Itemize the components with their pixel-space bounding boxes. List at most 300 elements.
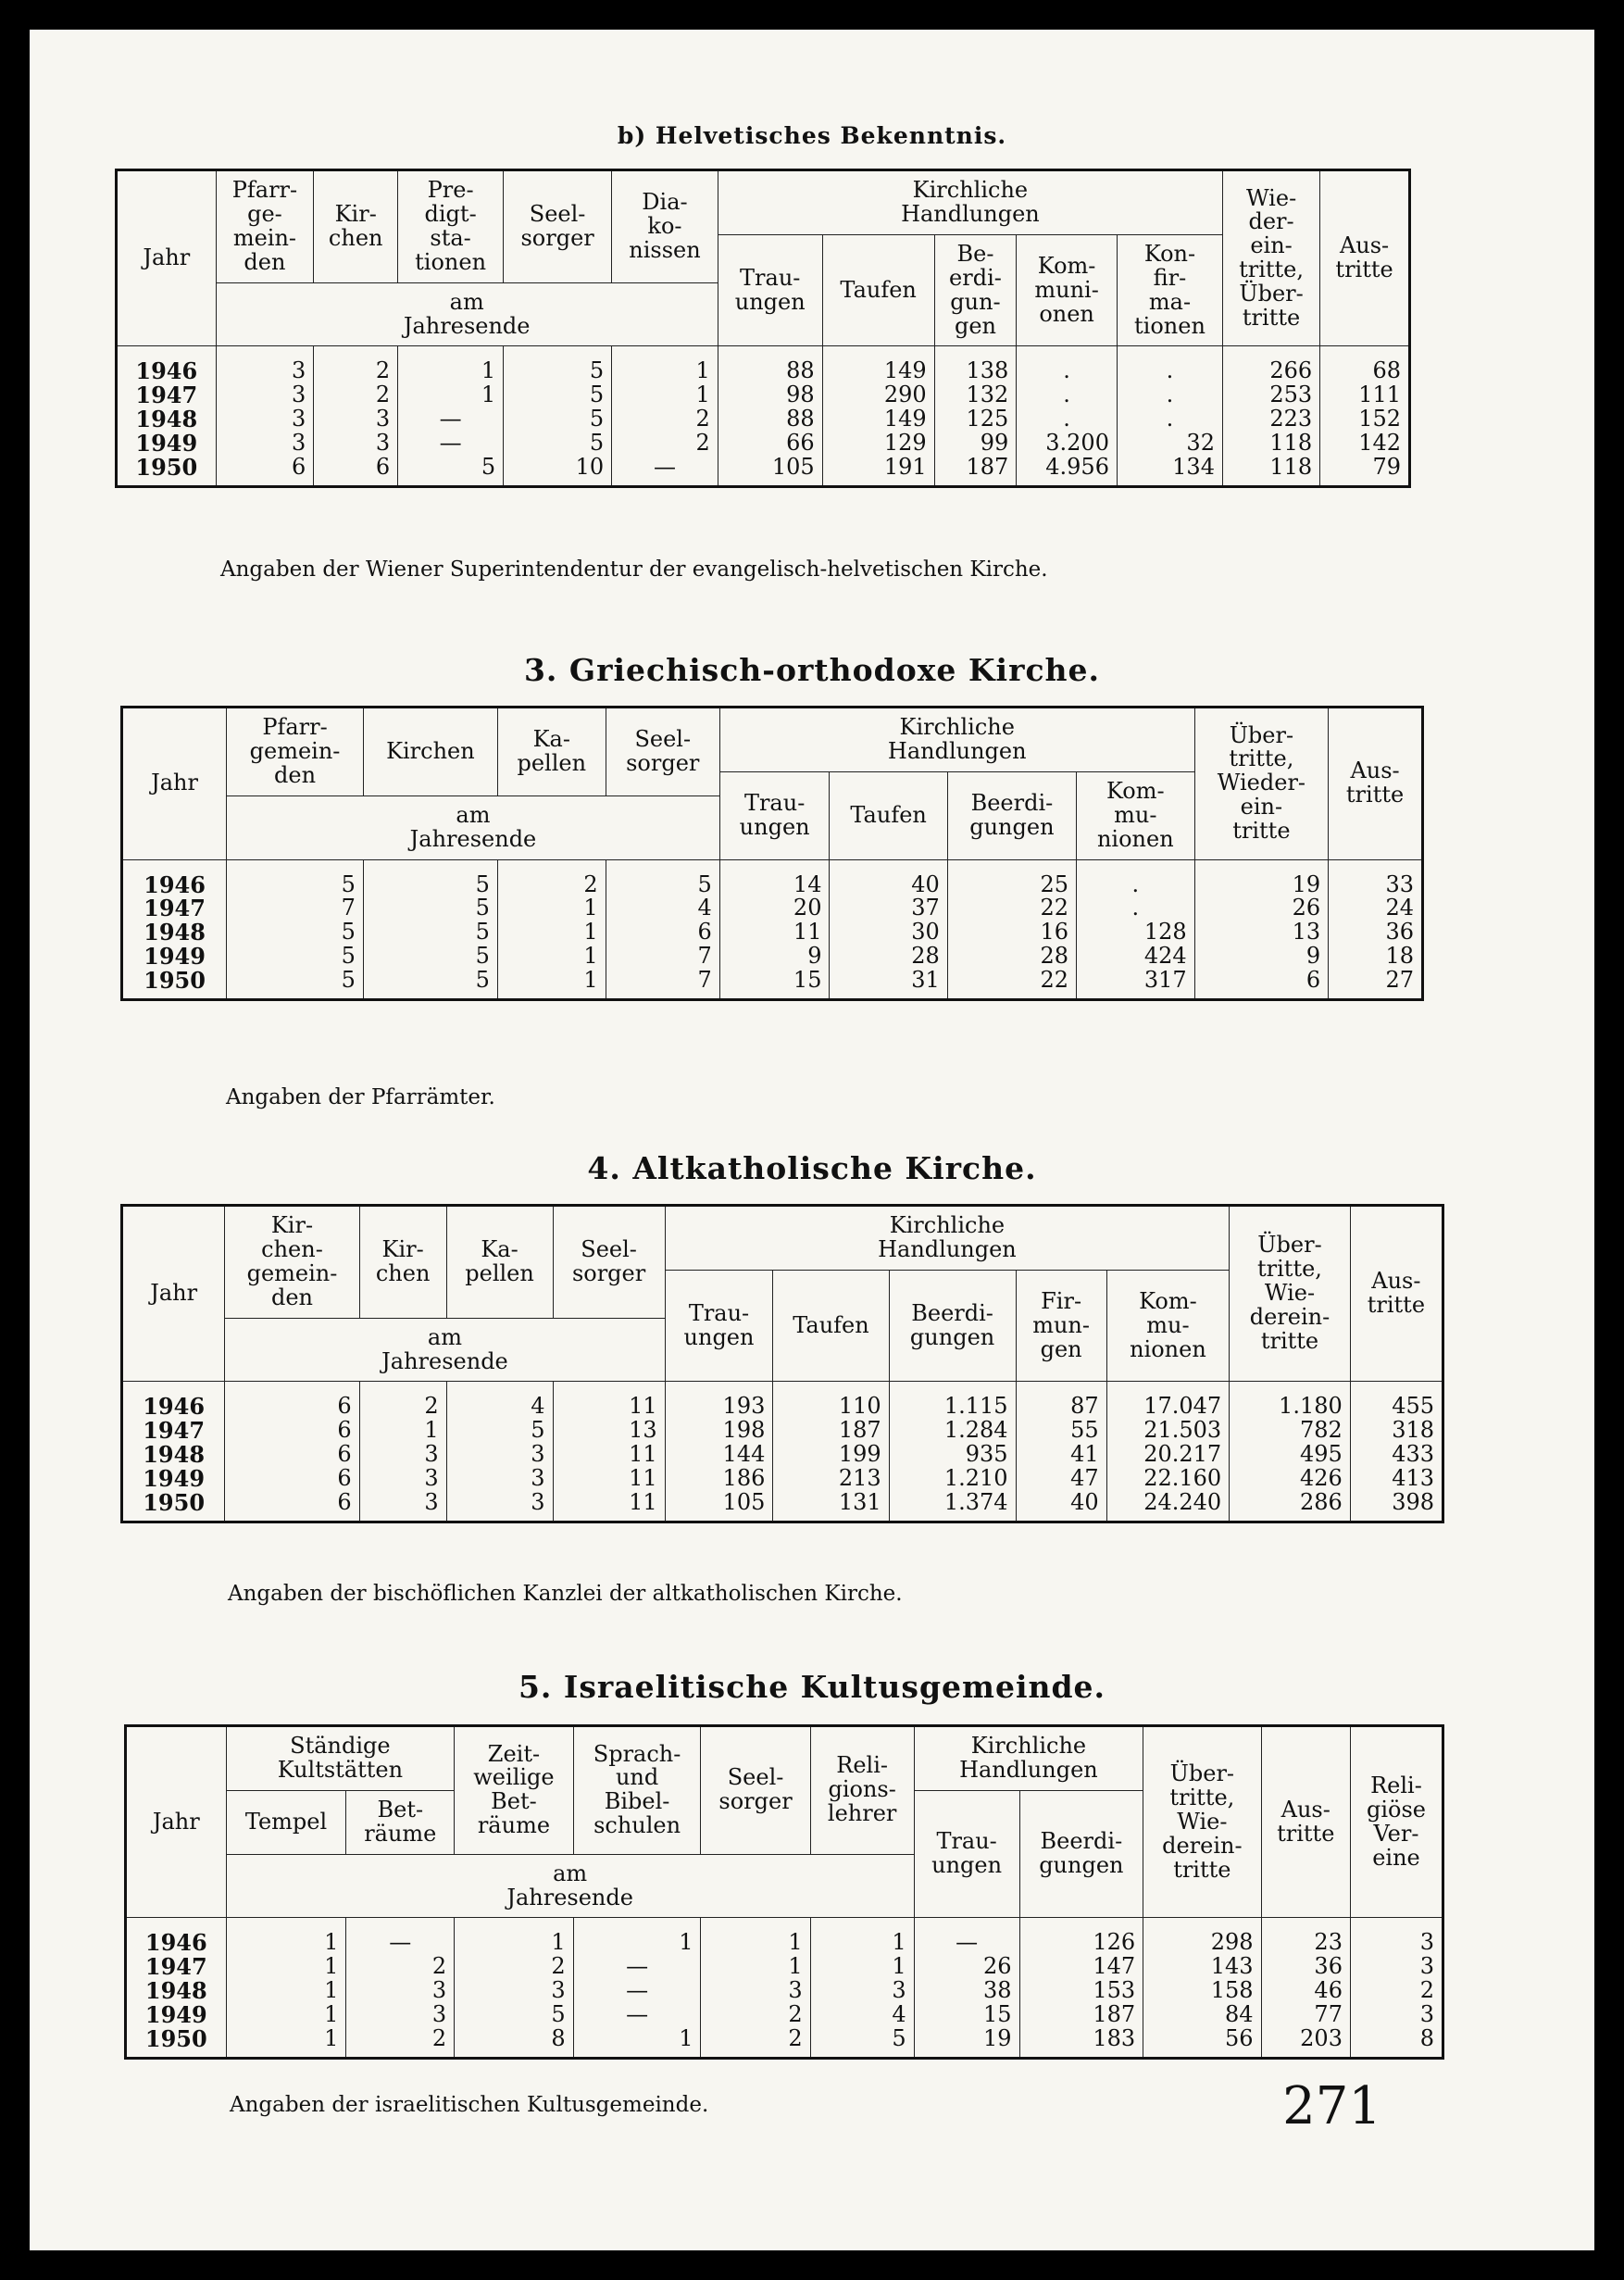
row-year: 1949 bbox=[144, 943, 206, 971]
hdr-kult: Ständige Kultstätten bbox=[226, 1726, 455, 1791]
hdr-jahr: Jahr bbox=[152, 1808, 200, 1835]
cell: 1 bbox=[226, 1979, 346, 2003]
cell: 2 bbox=[314, 346, 398, 383]
cell: 118 bbox=[1222, 432, 1319, 456]
cell: . bbox=[1076, 859, 1194, 896]
cell: 149 bbox=[822, 346, 934, 383]
cell: 98 bbox=[718, 383, 822, 407]
hdr-trau: Trau- ungen bbox=[914, 1790, 1019, 1918]
cell: 2 bbox=[701, 2003, 810, 2027]
cell: 3 bbox=[314, 407, 398, 432]
hdr-aus: Aus- tritte bbox=[1320, 170, 1410, 346]
hdr-dia: Dia- ko- nissen bbox=[612, 170, 718, 283]
cell: 28 bbox=[830, 945, 947, 969]
cell: 1 bbox=[497, 921, 606, 945]
cell: 36 bbox=[1261, 1955, 1350, 1979]
cell: — bbox=[398, 432, 504, 456]
cell: 2 bbox=[612, 407, 718, 432]
cell: 25 bbox=[947, 859, 1076, 896]
cell: 105 bbox=[718, 456, 822, 486]
cell: 40 bbox=[830, 859, 947, 896]
cell: 3 bbox=[359, 1443, 446, 1467]
cell: 142 bbox=[1320, 432, 1410, 456]
cell: 99 bbox=[934, 432, 1017, 456]
cell: 111 bbox=[1320, 383, 1410, 407]
isr-note: Angaben der israelitischen Kultusgemeinde. bbox=[230, 2093, 709, 2117]
cell: 5 bbox=[363, 969, 497, 999]
cell: 26 bbox=[914, 1955, 1019, 1979]
cell: 2 bbox=[701, 2027, 810, 2058]
cell: 2 bbox=[359, 1382, 446, 1419]
cell: 3 bbox=[314, 432, 398, 456]
hdr-kap: Ka- pellen bbox=[446, 1206, 553, 1319]
hdr-bet: Bet- räume bbox=[346, 1790, 455, 1854]
hdr-konf: Kon- fir- ma- tionen bbox=[1117, 234, 1222, 346]
cell: 40 bbox=[1016, 1491, 1106, 1522]
table-row bbox=[126, 1918, 1443, 1955]
hdr-pfarr: Pfarr- ge- mein- den bbox=[216, 170, 314, 283]
cell: 41 bbox=[1016, 1443, 1106, 1467]
cell: 31 bbox=[830, 969, 947, 999]
cell: 11 bbox=[553, 1443, 665, 1467]
cell: 5 bbox=[504, 346, 612, 383]
cell: 7 bbox=[606, 969, 719, 999]
hdr-trau: Trau- ungen bbox=[719, 771, 830, 859]
helv-title: b) Helvetisches Bekenntnis. bbox=[617, 122, 1007, 149]
cell: 87 bbox=[1016, 1382, 1106, 1419]
cell: 186 bbox=[665, 1467, 773, 1491]
table-row bbox=[117, 383, 1410, 407]
cell: 203 bbox=[1261, 2027, 1350, 2058]
griech-title: 3. Griechisch-orthodoxe Kirche. bbox=[523, 652, 1101, 688]
cell: 28 bbox=[947, 945, 1076, 969]
hdr-zeit: Zeit- weilige Bet- räume bbox=[455, 1726, 574, 1855]
cell: 5 bbox=[446, 1419, 553, 1443]
cell: 187 bbox=[773, 1419, 889, 1443]
cell: 2 bbox=[455, 1955, 574, 1979]
cell: 5 bbox=[227, 859, 364, 896]
row-year: 1947 bbox=[135, 382, 198, 409]
cell: 3 bbox=[1350, 1918, 1443, 1955]
cell: 495 bbox=[1230, 1443, 1351, 1467]
hdr-sprach: Sprach- und Bibel- schulen bbox=[573, 1726, 701, 1855]
hdr-komm: Kom- muni- onen bbox=[1017, 234, 1118, 346]
cell: 3 bbox=[216, 407, 314, 432]
hdr-beerd: Beerdi- gungen bbox=[947, 771, 1076, 859]
cell: 318 bbox=[1350, 1419, 1443, 1443]
hdr-beerd: Beerdi- gungen bbox=[1019, 1790, 1143, 1918]
table-row bbox=[117, 346, 1410, 383]
hdr-kh: Kirchliche Handlungen bbox=[914, 1726, 1143, 1791]
isr-title: 5. Israelitische Kultusgemeinde. bbox=[518, 1669, 1106, 1705]
cell: 3 bbox=[216, 432, 314, 456]
cell: — bbox=[573, 1955, 701, 1979]
row-year: 1946 bbox=[143, 1393, 206, 1421]
hdr-seel: Seel- sorger bbox=[504, 170, 612, 283]
cell: 11 bbox=[553, 1491, 665, 1522]
row-year: 1946 bbox=[144, 871, 206, 898]
cell: 1 bbox=[810, 1955, 914, 1979]
cell: 266 bbox=[1222, 346, 1319, 383]
cell: 16 bbox=[947, 921, 1076, 945]
cell: 20 bbox=[719, 896, 830, 921]
table-row bbox=[122, 1491, 1443, 1522]
page bbox=[30, 30, 1594, 2250]
cell: 935 bbox=[889, 1443, 1016, 1467]
cell: 298 bbox=[1143, 1918, 1261, 1955]
hdr-ueber: Über- tritte, Wie- derein- tritte bbox=[1230, 1206, 1351, 1382]
cell: 149 bbox=[822, 407, 934, 432]
cell: 147 bbox=[1019, 1955, 1143, 1979]
table-row bbox=[122, 1443, 1443, 1467]
cell: 3 bbox=[346, 2003, 455, 2027]
hdr-tempel: Tempel bbox=[226, 1790, 346, 1854]
cell: 286 bbox=[1230, 1491, 1351, 1522]
cell: 88 bbox=[718, 407, 822, 432]
cell: 5 bbox=[363, 921, 497, 945]
table-row bbox=[126, 1979, 1443, 2003]
row-year: 1949 bbox=[135, 430, 198, 457]
cell: 66 bbox=[718, 432, 822, 456]
cell: . bbox=[1017, 407, 1118, 432]
cell: 1.210 bbox=[889, 1467, 1016, 1491]
cell: 187 bbox=[1019, 2003, 1143, 2027]
row-year: 1948 bbox=[144, 919, 206, 946]
cell: 455 bbox=[1350, 1382, 1443, 1419]
cell: 126 bbox=[1019, 1918, 1143, 1955]
cell: 2 bbox=[314, 383, 398, 407]
cell: — bbox=[612, 456, 718, 486]
cell: 183 bbox=[1019, 2027, 1143, 2058]
row-year: 1948 bbox=[135, 406, 198, 433]
cell: 129 bbox=[822, 432, 934, 456]
cell: 19 bbox=[914, 2027, 1019, 2058]
hdr-taufen: Taufen bbox=[822, 234, 934, 346]
hdr-ueber: Über- tritte, Wieder- ein- tritte bbox=[1194, 708, 1328, 860]
cell: 193 bbox=[665, 1382, 773, 1419]
cell: 3 bbox=[446, 1491, 553, 1522]
table-row bbox=[117, 407, 1410, 432]
cell: 1 bbox=[497, 969, 606, 999]
cell: 398 bbox=[1350, 1491, 1443, 1522]
cell: 138 bbox=[934, 346, 1017, 383]
cell: 30 bbox=[830, 921, 947, 945]
cell: 3 bbox=[1350, 2003, 1443, 2027]
cell: 1 bbox=[573, 2027, 701, 2058]
cell: 17.047 bbox=[1106, 1382, 1230, 1419]
cell: 21.503 bbox=[1106, 1419, 1230, 1443]
cell: 20.217 bbox=[1106, 1443, 1230, 1467]
cell: 223 bbox=[1222, 407, 1319, 432]
cell: 1 bbox=[810, 1918, 914, 1955]
hdr-jahr: Jahr bbox=[151, 770, 198, 796]
hdr-kh: Kirchliche Handlungen bbox=[718, 170, 1222, 235]
cell: 6 bbox=[225, 1419, 359, 1443]
cell: 3 bbox=[346, 1979, 455, 2003]
hdr-kir: Kirchen bbox=[363, 708, 497, 796]
cell: 6 bbox=[606, 921, 719, 945]
cell: . bbox=[1076, 896, 1194, 921]
table-row bbox=[122, 1419, 1443, 1443]
cell: 11 bbox=[553, 1467, 665, 1491]
cell: 1 bbox=[701, 1955, 810, 1979]
hdr-seel: Seel- sorger bbox=[701, 1726, 810, 1855]
table-row bbox=[122, 969, 1423, 999]
hdr-seel: Seel- sorger bbox=[553, 1206, 665, 1319]
cell: . bbox=[1017, 383, 1118, 407]
cell: 1 bbox=[226, 1955, 346, 1979]
helv-note: Angaben der Wiener Superintendentur der evangelisch-helvetischen Kirche. bbox=[220, 557, 1048, 582]
cell: 1.115 bbox=[889, 1382, 1016, 1419]
cell: 1.284 bbox=[889, 1419, 1016, 1443]
hdr-ueber: Über- tritte, Wie- derein- tritte bbox=[1143, 1726, 1261, 1918]
hdr-seel: Seel- sorger bbox=[606, 708, 719, 796]
cell: 8 bbox=[1350, 2027, 1443, 2058]
cell: 22 bbox=[947, 969, 1076, 999]
cell: 253 bbox=[1222, 383, 1319, 407]
cell: 1 bbox=[398, 383, 504, 407]
cell: 13 bbox=[553, 1419, 665, 1443]
cell: 84 bbox=[1143, 2003, 1261, 2027]
cell: 46 bbox=[1261, 1979, 1350, 2003]
hdr-aus: Aus- tritte bbox=[1329, 708, 1423, 860]
cell: 79 bbox=[1320, 456, 1410, 486]
row-year: 1948 bbox=[144, 1977, 207, 2005]
cell: 26 bbox=[1194, 896, 1328, 921]
cell: 3 bbox=[1350, 1955, 1443, 1979]
isr-table bbox=[124, 1724, 1444, 2060]
cell: 2 bbox=[497, 859, 606, 896]
hdr-ajahr: am Jahresende bbox=[216, 282, 718, 346]
cell: 47 bbox=[1016, 1467, 1106, 1491]
hdr-kirch: Kir- chen- gemein- den bbox=[225, 1206, 359, 1319]
cell: 3 bbox=[446, 1467, 553, 1491]
cell: 5 bbox=[504, 383, 612, 407]
hdr-pre: Pre- digt- sta- tionen bbox=[398, 170, 504, 283]
table-row bbox=[126, 2003, 1443, 2027]
cell: 5 bbox=[363, 896, 497, 921]
cell: 2 bbox=[1350, 1979, 1443, 2003]
cell: 24 bbox=[1329, 896, 1423, 921]
hdr-trau: Trau- ungen bbox=[665, 1270, 773, 1382]
hdr-trau: Trau- ungen bbox=[718, 234, 822, 346]
cell: 433 bbox=[1350, 1443, 1443, 1467]
table-row bbox=[126, 1955, 1443, 1979]
cell: 1.374 bbox=[889, 1491, 1016, 1522]
hdr-jahr: Jahr bbox=[143, 244, 191, 271]
cell: 68 bbox=[1320, 346, 1410, 383]
table-row bbox=[122, 896, 1423, 921]
cell: 5 bbox=[606, 859, 719, 896]
hdr-pfarr: Pfarr- gemein- den bbox=[227, 708, 364, 796]
row-year: 1950 bbox=[144, 967, 206, 995]
cell: — bbox=[346, 1918, 455, 1955]
cell: 32 bbox=[1117, 432, 1222, 456]
hdr-beerd: Be- erdi- gun- gen bbox=[934, 234, 1017, 346]
cell: 5 bbox=[455, 2003, 574, 2027]
cell: 4 bbox=[446, 1382, 553, 1419]
cell: 3 bbox=[359, 1491, 446, 1522]
row-year: 1946 bbox=[135, 357, 198, 385]
cell: 290 bbox=[822, 383, 934, 407]
cell: 3 bbox=[446, 1443, 553, 1467]
table-row bbox=[122, 921, 1423, 945]
hdr-firm: Fir- mun- gen bbox=[1016, 1270, 1106, 1382]
cell: 118 bbox=[1222, 456, 1319, 486]
cell: 1 bbox=[226, 2027, 346, 2058]
cell: 33 bbox=[1329, 859, 1423, 896]
cell: 128 bbox=[1076, 921, 1194, 945]
table-row bbox=[117, 432, 1410, 456]
cell: 55 bbox=[1016, 1419, 1106, 1443]
cell: 11 bbox=[553, 1382, 665, 1419]
cell: 9 bbox=[1194, 945, 1328, 969]
hdr-beerd: Beerdi- gungen bbox=[889, 1270, 1016, 1382]
cell: 125 bbox=[934, 407, 1017, 432]
griech-table bbox=[120, 706, 1424, 1001]
cell: 37 bbox=[830, 896, 947, 921]
hdr-verein: Reli- giöse Ver- eine bbox=[1350, 1726, 1443, 1918]
cell: 3 bbox=[216, 383, 314, 407]
cell: 5 bbox=[227, 921, 364, 945]
cell: . bbox=[1117, 346, 1222, 383]
altkath-table bbox=[120, 1204, 1444, 1523]
cell: 413 bbox=[1350, 1467, 1443, 1491]
cell: 2 bbox=[346, 2027, 455, 2058]
cell: 19 bbox=[1194, 859, 1328, 896]
cell: — bbox=[398, 407, 504, 432]
cell: 38 bbox=[914, 1979, 1019, 2003]
cell: 426 bbox=[1230, 1467, 1351, 1491]
cell: 77 bbox=[1261, 2003, 1350, 2027]
hdr-jahr: Jahr bbox=[150, 1280, 198, 1307]
cell: 6 bbox=[314, 456, 398, 486]
table-row bbox=[122, 859, 1423, 896]
cell: 6 bbox=[225, 1467, 359, 1491]
cell: 4 bbox=[606, 896, 719, 921]
cell: 105 bbox=[665, 1491, 773, 1522]
cell: 3 bbox=[359, 1467, 446, 1491]
cell: 1 bbox=[497, 945, 606, 969]
cell: 153 bbox=[1019, 1979, 1143, 2003]
cell: 132 bbox=[934, 383, 1017, 407]
cell: 8 bbox=[455, 2027, 574, 2058]
cell: 1 bbox=[398, 346, 504, 383]
cell: 5 bbox=[363, 945, 497, 969]
cell: 1 bbox=[359, 1419, 446, 1443]
cell: 23 bbox=[1261, 1918, 1350, 1955]
hdr-kir: Kir- chen bbox=[314, 170, 398, 283]
cell: 1 bbox=[612, 383, 718, 407]
hdr-ajahr: am Jahresende bbox=[227, 795, 720, 859]
cell: 15 bbox=[914, 2003, 1019, 2027]
table-row bbox=[122, 1467, 1443, 1491]
cell: 6 bbox=[216, 456, 314, 486]
table-row bbox=[122, 945, 1423, 969]
row-year: 1950 bbox=[135, 454, 198, 482]
cell: 187 bbox=[934, 456, 1017, 486]
row-year: 1947 bbox=[144, 1953, 207, 1981]
cell: 424 bbox=[1076, 945, 1194, 969]
hdr-komm: Kom- mu- nionen bbox=[1106, 1270, 1230, 1382]
cell: 10 bbox=[504, 456, 612, 486]
helv-table bbox=[115, 169, 1411, 488]
cell: 1 bbox=[455, 1918, 574, 1955]
cell: 36 bbox=[1329, 921, 1423, 945]
hdr-kh: Kirchliche Handlungen bbox=[719, 708, 1194, 772]
hdr-komm: Kom- mu- nionen bbox=[1076, 771, 1194, 859]
table-row bbox=[117, 456, 1410, 486]
hdr-reli: Reli- gions- lehrer bbox=[810, 1726, 914, 1855]
hdr-kap: Ka- pellen bbox=[497, 708, 606, 796]
table-row bbox=[126, 2027, 1443, 2058]
cell: 24.240 bbox=[1106, 1491, 1230, 1522]
cell: 782 bbox=[1230, 1419, 1351, 1443]
cell: 2 bbox=[612, 432, 718, 456]
cell: 1 bbox=[497, 896, 606, 921]
cell: 22.160 bbox=[1106, 1467, 1230, 1491]
altkath-note: Angaben der bischöflichen Kanzlei der altkatholischen Kirche. bbox=[228, 1582, 903, 1606]
hdr-taufen: Taufen bbox=[830, 771, 947, 859]
table-row bbox=[122, 1382, 1443, 1419]
cell: 6 bbox=[225, 1491, 359, 1522]
cell: 3 bbox=[455, 1979, 574, 2003]
page-number: 271 bbox=[1282, 2076, 1381, 2136]
cell: 6 bbox=[1194, 969, 1328, 999]
cell: 4.956 bbox=[1017, 456, 1118, 486]
row-year: 1949 bbox=[144, 2001, 207, 2029]
cell: 3 bbox=[216, 346, 314, 383]
hdr-aus: Aus- tritte bbox=[1261, 1726, 1350, 1918]
hdr-taufen: Taufen bbox=[773, 1270, 889, 1382]
cell: 143 bbox=[1143, 1955, 1261, 1979]
cell: 2 bbox=[346, 1955, 455, 1979]
cell: 88 bbox=[718, 346, 822, 383]
cell: 131 bbox=[773, 1491, 889, 1522]
hdr-aus: Aus- tritte bbox=[1350, 1206, 1443, 1382]
cell: . bbox=[1117, 407, 1222, 432]
cell: 3.200 bbox=[1017, 432, 1118, 456]
cell: . bbox=[1017, 346, 1118, 383]
cell: 7 bbox=[227, 896, 364, 921]
cell: 6 bbox=[225, 1382, 359, 1419]
cell: 5 bbox=[227, 945, 364, 969]
cell: 1 bbox=[701, 1918, 810, 1955]
cell: 1 bbox=[226, 2003, 346, 2027]
row-year: 1949 bbox=[143, 1465, 206, 1493]
cell: . bbox=[1117, 383, 1222, 407]
cell: 199 bbox=[773, 1443, 889, 1467]
cell: 15 bbox=[719, 969, 830, 999]
cell: 22 bbox=[947, 896, 1076, 921]
cell: 1 bbox=[573, 1918, 701, 1955]
hdr-ajahr: am Jahresende bbox=[226, 1854, 914, 1918]
row-year: 1950 bbox=[143, 1489, 206, 1517]
cell: 3 bbox=[810, 1979, 914, 2003]
hdr-kh: Kirchliche Handlungen bbox=[665, 1206, 1230, 1271]
cell: 5 bbox=[504, 407, 612, 432]
cell: 14 bbox=[719, 859, 830, 896]
altkath-title: 4. Altkatholische Kirche. bbox=[587, 1150, 1037, 1186]
griech-note: Angaben der Pfarrämter. bbox=[226, 1085, 495, 1109]
cell: 56 bbox=[1143, 2027, 1261, 2058]
row-year: 1947 bbox=[143, 1417, 206, 1445]
cell: 158 bbox=[1143, 1979, 1261, 2003]
cell: 18 bbox=[1329, 945, 1423, 969]
cell: 5 bbox=[504, 432, 612, 456]
cell: 5 bbox=[227, 969, 364, 999]
cell: — bbox=[914, 1918, 1019, 1955]
